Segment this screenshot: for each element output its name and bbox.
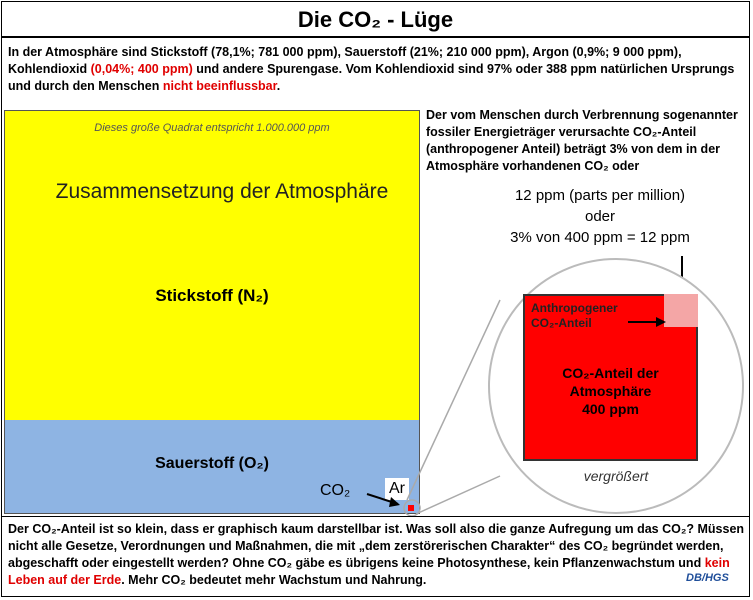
bottom-highlight: kein Leben auf der Erde: [8, 556, 730, 587]
intro-text-3: .: [276, 79, 281, 93]
ppm-line-2: oder: [584, 208, 616, 225]
co2-square-label: [523, 364, 698, 418]
bottom-divider: [2, 516, 749, 517]
bottom-text-2: . Mehr CO₂ bedeutet mehr Wachstum und Nahrung.: [121, 573, 427, 587]
pink-arrow-head: [656, 317, 666, 327]
zoom-caption: vergrößert: [583, 468, 649, 484]
co2-square-label-line-1: CO₂-Anteil der: [562, 365, 659, 381]
diagram-heading: Zusammensetzung der Atmosphäre: [55, 180, 389, 203]
square-top-caption: Dieses große Quadrat entspricht 1.000.000 ppm: [94, 122, 330, 134]
nitrogen-label: Stickstoff (N₂): [155, 286, 269, 305]
intro-highlight-co2: (0,04%; 400 ppm): [90, 62, 193, 76]
ppm-line-3: 3% von 400 ppm = 12 ppm: [510, 229, 690, 246]
page-title: Die CO₂ - Lüge: [2, 2, 749, 38]
intro-text-1: In der Atmosphäre sind Stickstoff (78,1%; 781 000 ppm), Sauerstoff (21%; 210 000 ppm), Argon (0,9%; 9 000 ppm), Kohlendioxid: [8, 45, 682, 76]
bottom-paragraph: [8, 521, 748, 589]
intro-highlight-not-influenceable: nicht beeinflussbar: [162, 79, 277, 93]
oxygen-label: Sauerstoff (O₂): [155, 455, 269, 472]
argon-box: Ar: [385, 478, 409, 500]
anthropogenic-label-line-2: CO₂-Anteil: [531, 316, 592, 330]
signature: DB/HGS: [686, 572, 729, 584]
co2-label: CO₂: [320, 482, 351, 499]
co2-square-label-line-3: 400 ppm: [582, 401, 639, 417]
anthropogenic-explanation: Der vom Menschen durch Verbrennung sogenannter fossiler Energieträger verursachte CO₂-Anteil (anthropogener Anteil) beträgt 3% von dem in der Atmosphäre vorhandenen CO₂ oder: [426, 108, 738, 173]
bottom-text-1: Der CO₂-Anteil ist so klein, dass er graphisch kaum darstellbar ist. Was soll also die ganze Aufregung um das CO₂? Müssen nicht alle Gesetze, Verordnungen und Maßnahmen, die mit „dem zerstörerischen Charakter“ des CO₂ begründet werden, abgeschafft oder eingestellt werden? Ohne CO₂ gäbe es übrigens keine Photosynthese, kein Pflanzenwachstum und: [8, 522, 745, 570]
ppm-line-1: 12 ppm (parts per million): [514, 187, 686, 204]
intro-text-2: und andere Spurengase. Vom Kohlendioxid sind 97% oder 388 ppm natürlichen Ursprungs und durch den Menschen: [8, 62, 735, 93]
anthropogenic-label-line-1: Anthropogener: [531, 301, 618, 315]
co2-square-label-line-2: Atmosphäre: [569, 383, 652, 399]
